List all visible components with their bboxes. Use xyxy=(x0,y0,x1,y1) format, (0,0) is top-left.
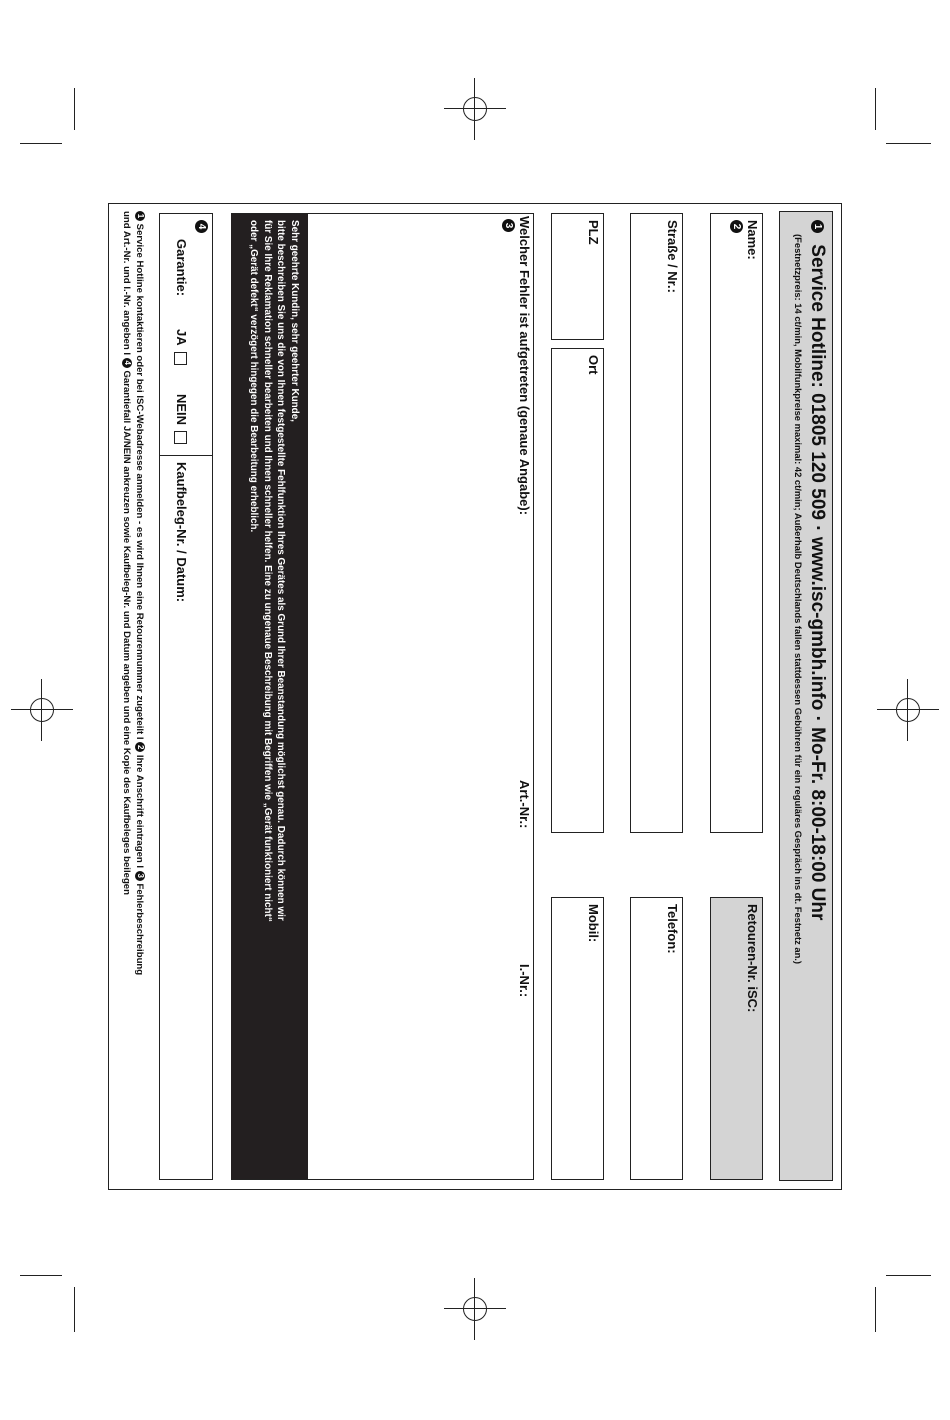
footer-instructions xyxy=(120,211,146,1186)
service-form xyxy=(108,203,841,1190)
fault-question: Welcher Fehler ist aufgetreten (genaue Angabe): xyxy=(517,216,532,516)
strasse-field[interactable] xyxy=(630,213,683,833)
price-note: (Festnetzpreis: 14 ct/min, Mobilfunkpreise maximal: 42 ct/min; Außerhalb Deutschlands fallen stattdessen Gebühren für ein reguläres Gespräch ins dt. Festnetz an.) xyxy=(793,234,804,965)
name-label: Name: xyxy=(745,220,760,260)
crop-mark xyxy=(20,1275,62,1276)
telefon-field[interactable] xyxy=(630,897,683,1180)
crop-mark xyxy=(74,1287,75,1332)
fault-notice xyxy=(231,214,308,1179)
crop-mark xyxy=(886,1275,931,1276)
ort-label: Ort xyxy=(586,355,601,375)
retouren-label: Retouren-Nr. iSC: xyxy=(745,904,760,1013)
crop-mark xyxy=(875,1287,876,1332)
step-number: 2 xyxy=(135,742,145,752)
warranty-divider xyxy=(160,455,212,456)
crop-mark xyxy=(20,143,62,144)
step-number: 1 xyxy=(135,211,145,221)
step-number: 4 xyxy=(195,220,208,233)
notice-line: oder „Gerät defekt“ verzögert hingegen die Bearbeitung erheblich. xyxy=(248,220,260,533)
footer-step-4: Garantiefall JA/NEIN ankreuzen sowie Kaufbeleg-Nr. und Datum angeben und eine Kopie des Kaufbeleges beilegen xyxy=(121,370,132,896)
mobil-label: Mobil: xyxy=(586,904,601,943)
retouren-field[interactable] xyxy=(710,897,763,1180)
warranty-field xyxy=(159,213,213,1180)
hotline-title: Service Hotline: 01805 120 509 · www.isc-gmbh.info · Mo-Fr. 8:00-18:00 Uhr xyxy=(807,244,828,921)
nein-checkbox[interactable] xyxy=(174,431,187,444)
registration-mark xyxy=(27,695,57,725)
ja-checkbox[interactable] xyxy=(174,352,187,365)
telefon-label: Telefon: xyxy=(665,904,680,954)
plz-label: PLZ xyxy=(586,220,601,245)
fault-field[interactable] xyxy=(231,213,534,1180)
registration-mark xyxy=(460,1294,490,1324)
garantie-label: Garantie: xyxy=(174,239,189,297)
crop-mark xyxy=(886,143,931,144)
notice-line: bitte beschreiben Sie uns die von Ihnen festgestellte Fehlfunktion Ihres Gerätes als Grund Ihrer Beanstandung möglichst genau. Dadurch können wir xyxy=(275,220,287,921)
step-number: 3 xyxy=(502,219,515,232)
nein-label: NEIN xyxy=(174,394,189,426)
strasse-label: Straße / Nr.: xyxy=(665,220,680,293)
kaufbeleg-label: Kaufbeleg-Nr. / Datum: xyxy=(174,462,189,603)
notice-line: für Sie Ihre Reklamation schneller bearbeiten und Ihnen schneller helfen. Eine zu ungenaue Beschreibung mit Begriffen wie „Gerät funktioniert nicht“ xyxy=(262,220,273,922)
footer-step-1: Service Hotline kontaktieren oder bei ISC-Webadresse anmelden - es wird Ihnen eine Retourennummer zugeteilt I xyxy=(134,223,145,740)
header-bar xyxy=(779,211,833,1181)
step-number: 4 xyxy=(122,358,132,368)
ja-option[interactable] xyxy=(174,329,189,365)
footer-step-3: Fehlerbeschreibung xyxy=(134,883,145,976)
step-number: 1 xyxy=(811,220,824,233)
mobil-field[interactable] xyxy=(551,897,604,1180)
footer-step-3-cont: und Art.-Nr. und I.-Nr. angeben I xyxy=(121,211,132,356)
step-number: 2 xyxy=(730,220,743,233)
footer-step-2: Ihre Anschrift eintragen I xyxy=(134,754,145,869)
ja-label: JA xyxy=(174,329,189,346)
plz-field[interactable] xyxy=(551,213,604,340)
art-nr-label: Art.-Nr.: xyxy=(517,780,532,829)
registration-mark xyxy=(460,94,490,124)
step-number: 3 xyxy=(135,871,145,881)
i-nr-label: I.-Nr.: xyxy=(517,964,532,998)
notice-line: Sehr geehrte Kundin, sehr geehrter Kunde, xyxy=(289,220,300,422)
nein-option[interactable] xyxy=(174,394,189,444)
ort-field[interactable] xyxy=(551,348,604,833)
registration-mark xyxy=(893,695,923,725)
name-field[interactable] xyxy=(710,213,763,833)
crop-mark xyxy=(74,88,75,130)
crop-mark xyxy=(875,88,876,130)
